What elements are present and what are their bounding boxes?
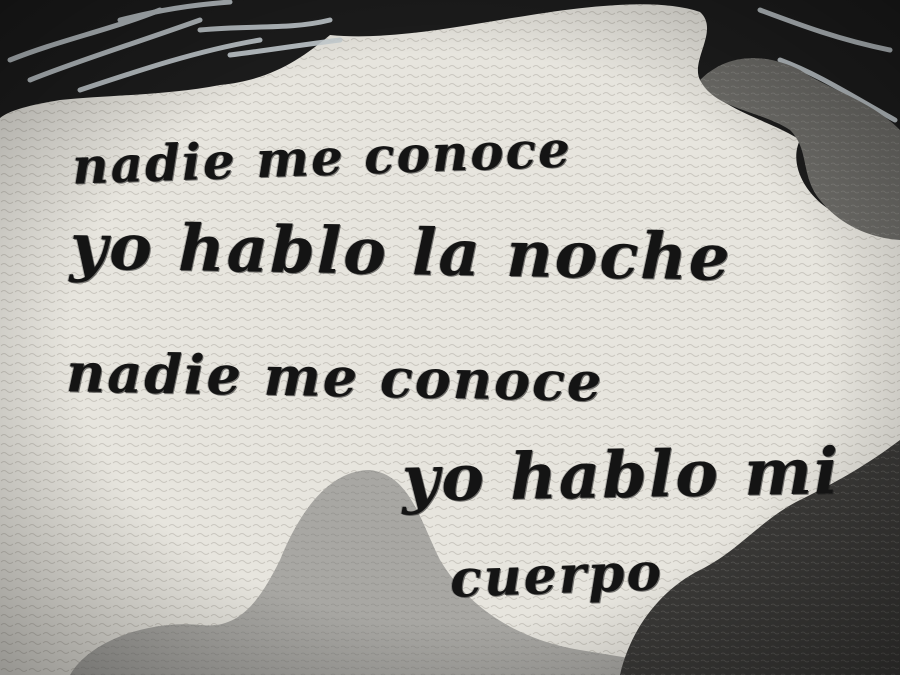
poem-line-3: nadie me conoce bbox=[65, 340, 604, 414]
poem-line-4: yo hablo mi bbox=[401, 434, 841, 517]
poem-line-5: cuerpo bbox=[449, 541, 664, 610]
poem-line-2: yo hablo la noche bbox=[69, 209, 733, 296]
poem-line-1: nadie me conoce bbox=[71, 119, 573, 196]
